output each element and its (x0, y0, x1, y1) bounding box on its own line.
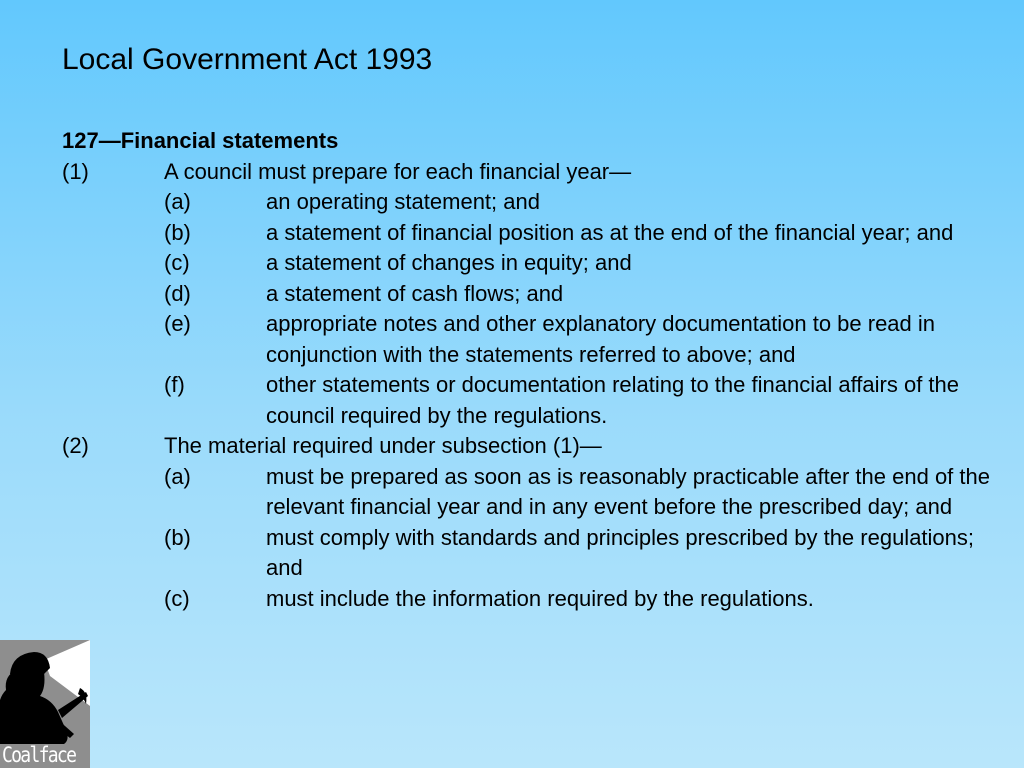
subsection-number: (1) (62, 158, 89, 184)
item-text: a statement of cash flows; and (266, 280, 564, 306)
slide-title: Local Government Act 1993 (62, 43, 433, 76)
logo-text: Coalface (2, 743, 76, 767)
subsection-text: A council must prepare for each financial year— (164, 158, 632, 184)
list-item (62, 248, 1002, 279)
item-text: an operating statement; and (266, 189, 540, 214)
subsection-2 (62, 431, 1002, 462)
list-item (62, 218, 1002, 249)
item-number: (c) (164, 250, 190, 275)
subsection-1 (62, 157, 1002, 188)
item-number: (e) (164, 311, 191, 336)
item-number: (d) (164, 280, 191, 306)
item-number: (a) (164, 189, 191, 214)
list-item (62, 584, 1002, 615)
list-item (62, 462, 1002, 523)
item-text: other statements or documentation relating to the financial affairs of the council required by the regulations. (266, 372, 959, 428)
item-text: must include the information required by the regulations. (266, 585, 814, 611)
item-text: a statement of financial position as at the end of the financial year; and (266, 219, 954, 245)
item-text: must comply with standards and principles prescribed by the regulations; and (266, 524, 975, 580)
list-item (62, 187, 1002, 218)
item-number: (a) (164, 463, 191, 489)
subsection-text: The material required under subsection (1)— (164, 433, 602, 458)
list-item (62, 370, 1002, 431)
item-number: (c) (164, 585, 190, 611)
section-127 (62, 126, 1002, 614)
item-number: (b) (164, 219, 191, 245)
list-item (62, 523, 1002, 584)
item-number: (f) (164, 372, 185, 397)
item-text: a statement of changes in equity; and (266, 250, 632, 275)
list-item (62, 279, 1002, 310)
coalface-logo (0, 640, 90, 768)
item-number: (b) (164, 524, 191, 550)
item-text: must be prepared as soon as is reasonably practicable after the end of the relevant financial year and in any event before the prescribed day; and (266, 463, 990, 519)
item-text: appropriate notes and other explanatory documentation to be read in conjunction with the statements referred to above; and (266, 311, 936, 367)
list-item (62, 309, 1002, 370)
subsection-number: (2) (62, 433, 89, 458)
section-heading: 127—Financial statements (62, 128, 339, 153)
